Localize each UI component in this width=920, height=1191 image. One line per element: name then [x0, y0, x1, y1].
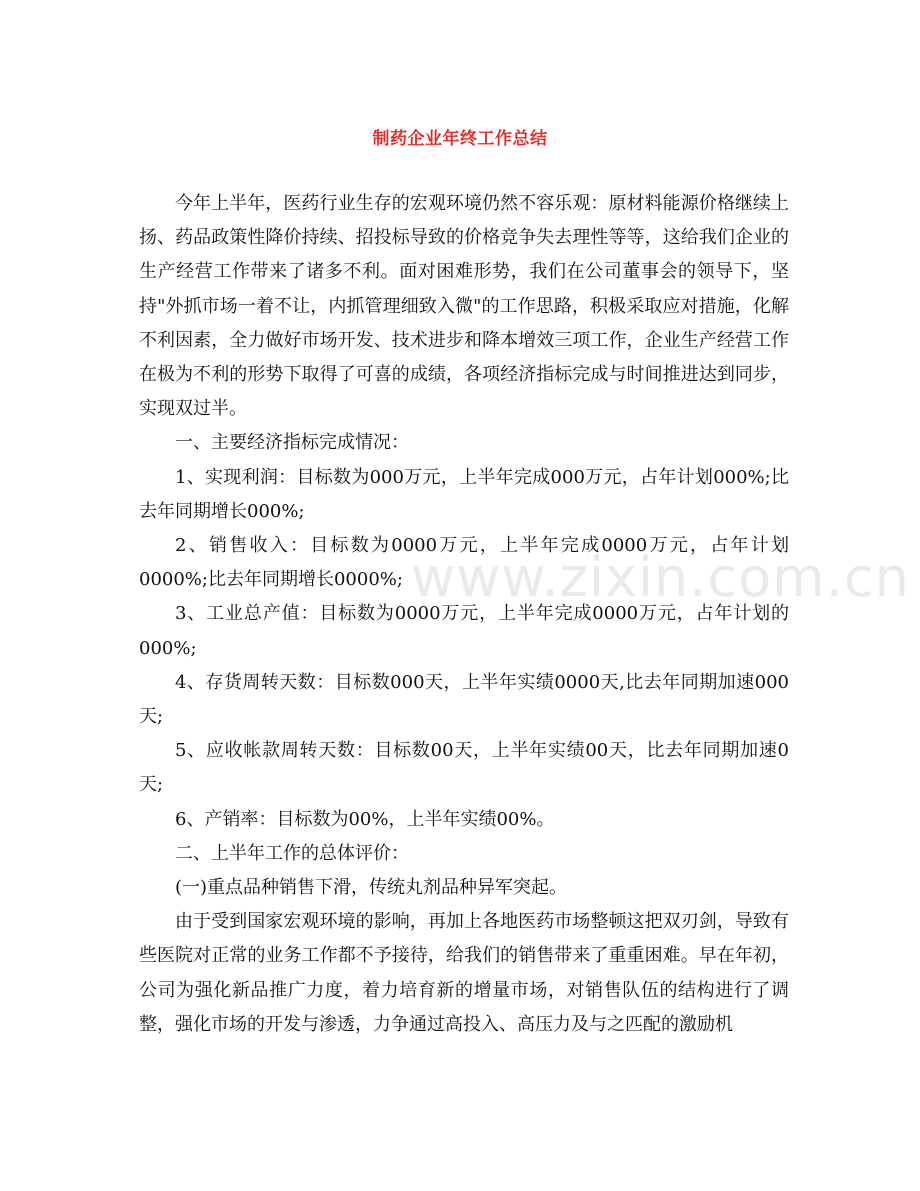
- subsection-heading-1: (一)重点品种销售下滑，传统丸剂品种异军突起。: [175, 877, 568, 899]
- section-heading-1: 一、主要经济指标完成情况：: [175, 432, 409, 454]
- section-heading-2: 二、上半年工作的总体评价：: [175, 842, 409, 864]
- paragraph-market: 由于受到国家宏观环境的影响，再加上各地医药市场整顿这把双刃剑，导致有些医院对正常的业务工作都不予接待，给我们的销售带来了重重困难。早在年初，公司为强化新品推广力度，着力培育新的增量市场，对销售队伍的结构进行了调整，强化市场的开发与渗透，力争通过高投入、高压力及与之匹配的激励机: [139, 911, 789, 1035]
- list-item-inventory: 4、存货周转天数：目标数000天，上半年实绩0000天,比去年同期加速000天;: [139, 671, 789, 728]
- list-item-output: 3、工业总产值：目标数为0000万元，上半年完成0000万元，占年计划的000%;: [139, 603, 789, 659]
- document-body: [139, 187, 789, 1042]
- paragraph-intro: 今年上半年，医药行业生存的宏观环境仍然不容乐观：原材料能源价格继续上扬、药品政策性降价持续、招投标导致的价格竞争失去理性等等，这给我们企业的生产经营工作带来了诸多不利。面对困难形势，我们在公司董事会的领导下，坚持"外抓市场一着不让，内抓管理细致入微"的工作思路，积极采取应对措施，化解不利因素，全力做好市场开发、技术进步和降本增效三项工作，企业生产经营工作在极为不利的形势下取得了可喜的成绩，各项经济指标完成与时间推进达到同步，实现双过半。: [139, 193, 789, 420]
- list-item-sales: 2、销售收入：目标数为0000万元，上半年完成0000万元，占年计划0000%;比去年同期增长0000%;: [139, 535, 789, 591]
- list-item-profit: 1、实现利润：目标数为000万元，上半年完成000万元，占年计划000%;比去年同期增长000%;: [139, 466, 789, 522]
- watermark: www.zixin.com.cn: [411, 546, 910, 609]
- list-item-sales-ratio: 6、产销率：目标数为00%，上半年实绩00%。: [175, 808, 555, 830]
- list-item-receivables: 5、应收帐款周转天数：目标数00天，上半年实绩00天，比去年同期加速0天;: [139, 740, 789, 796]
- document-title: 制药企业年终工作总结: [372, 129, 548, 149]
